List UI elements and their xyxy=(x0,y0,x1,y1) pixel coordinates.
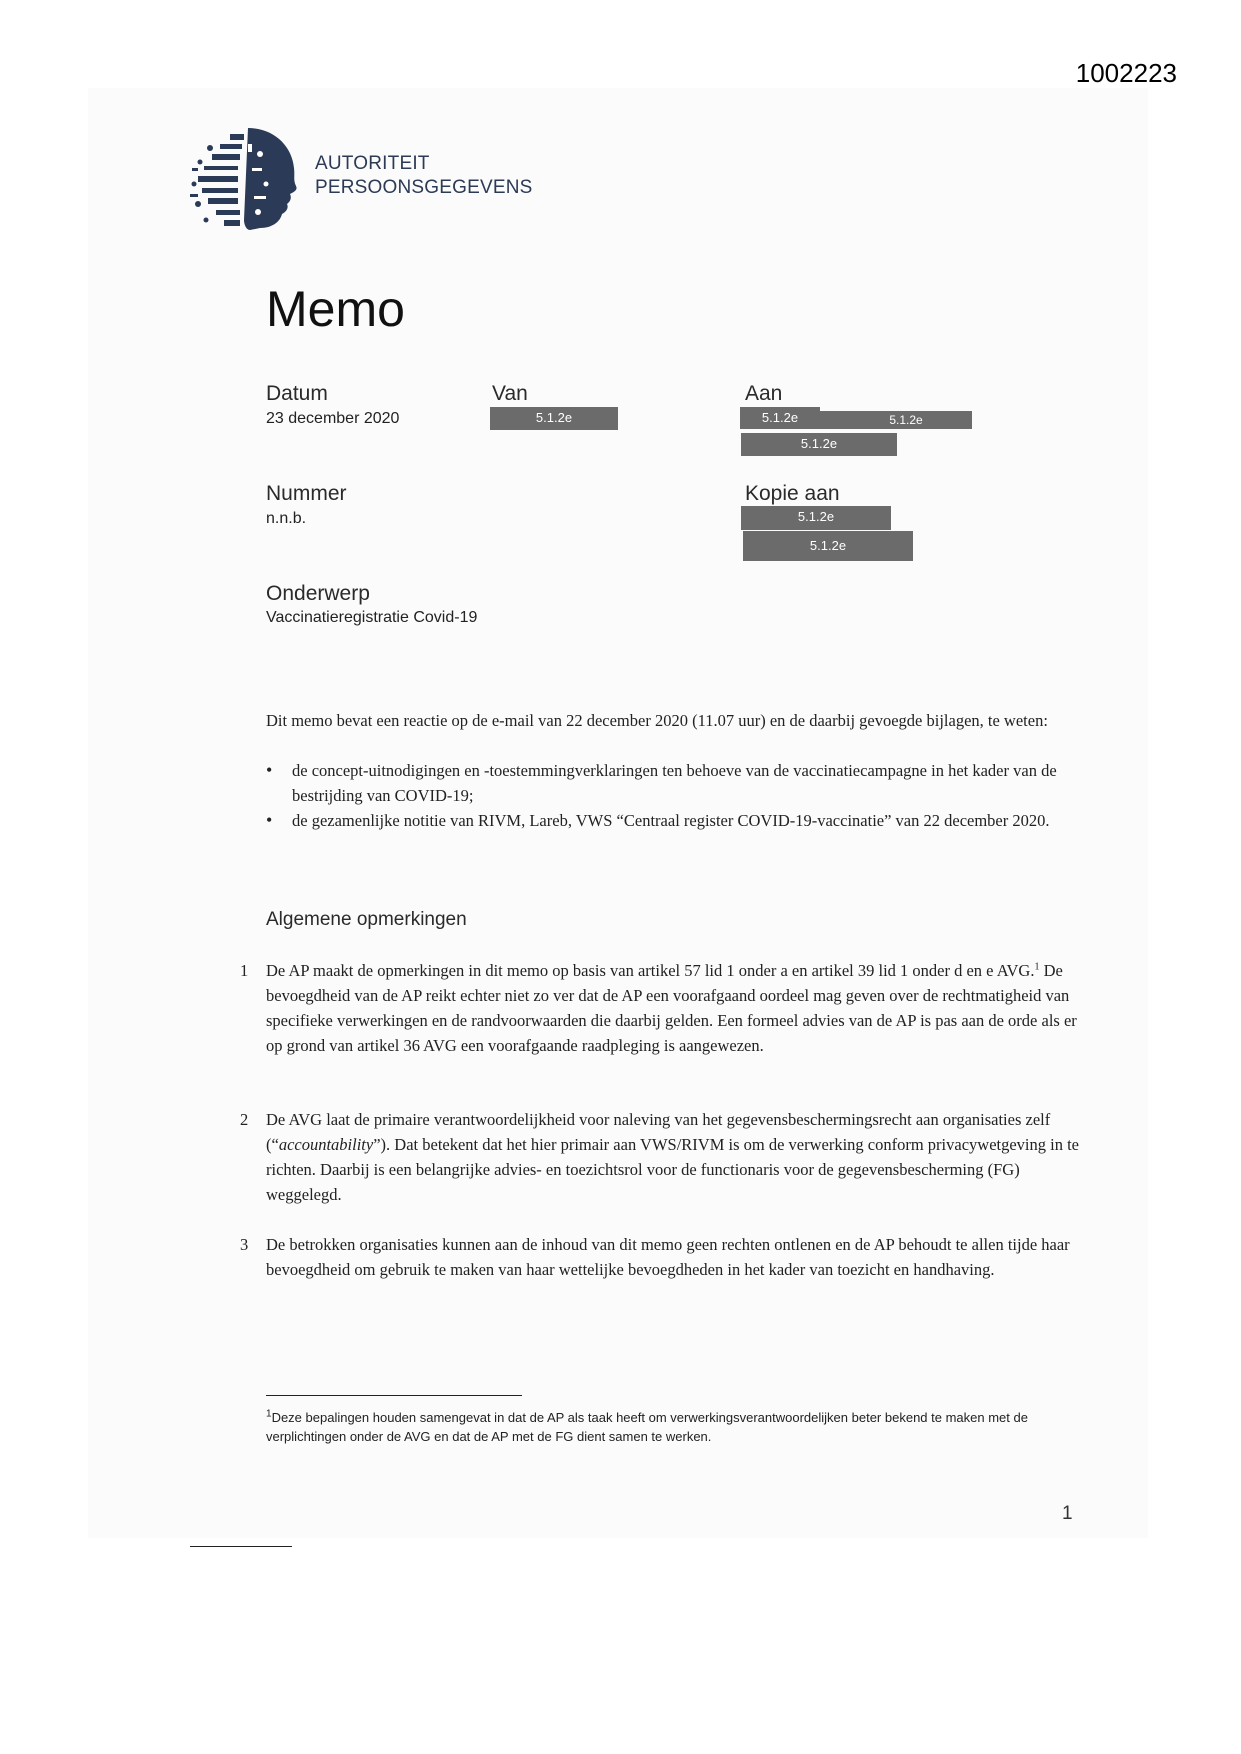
logo-line-1: AUTORITEIT xyxy=(315,153,430,174)
redaction-van: 5.1.2e xyxy=(490,407,618,430)
footnote xyxy=(266,1408,1066,1446)
intro-paragraph: Dit memo bevat een reactie op de e-mail van 22 december 2020 (11.07 uur) en de daarbij gevoegde bijlagen, te weten: xyxy=(266,711,1048,730)
nummer-value: n.n.b. xyxy=(266,510,307,527)
kopie-label: Kopie aan xyxy=(745,482,840,505)
datum-value: 23 december 2020 xyxy=(266,410,400,427)
document-number: 1002223 xyxy=(1075,58,1177,88)
footnote-text: Deze bepalingen houden samengevat in dat de AP als taak heeft om verwerkingsverantwoordelijken beter bekend te maken met de verplichtingen onder de AVG en dat de AP met de FG dient samen te werken. xyxy=(266,1410,1028,1444)
redaction-kopie-1: 5.1.2e xyxy=(741,506,891,530)
paragraph-2 xyxy=(266,1107,1081,1207)
redaction-kopie-2: 5.1.2e xyxy=(743,531,913,561)
aan-label: Aan xyxy=(745,382,783,405)
footnote-number: 1 xyxy=(266,1408,272,1420)
paragraph-3: De betrokken organisaties kunnen aan de inhoud van dit memo geen rechten ontlenen en de AP behoudt te allen tijde haar bevoegdheid om gebruik te maken van haar wettelijke bevoegdheden in het kader van toezicht en handhaving. xyxy=(266,1235,1070,1279)
paragraph-1-text-a: De AP maakt de opmerkingen in dit memo op basis van artikel 57 lid 1 onder a en artikel 39 lid 1 onder d en e AVG. xyxy=(266,961,1035,980)
datum-label: Datum xyxy=(266,382,328,405)
footnote-divider xyxy=(266,1395,522,1396)
logo-line-2: PERSOONSGEGEVENS xyxy=(315,177,533,198)
van-label: Van xyxy=(492,382,528,405)
logo-wordmark xyxy=(315,152,533,200)
onderwerp-value: Vaccinatieregistratie Covid-19 xyxy=(266,609,478,626)
paragraph-1-text-b: De bevoegdheid van de AP reikt echter niet zo ver dat de AP een voorafgaand oordeel mag geven over de rechtmatigheid van specifieke verwerkingen en de randvoorwaarden die daarbij gelden. Een formeel advies van de AP is pas aan de orde als er op grond van artikel 36 AVG een voorafgaande raadpleging is aangewezen. xyxy=(266,961,1077,1055)
paragraph-number: 1 xyxy=(240,961,249,980)
nummer-label: Nummer xyxy=(266,482,347,505)
bottom-divider xyxy=(190,1546,292,1547)
paragraph-2-text-b: ”). Dat betekent dat het hier primair aan VWS/RIVM is om de verwerking conform privacywetgeving in te richten. Daarbij is een belangrijke advies- en toezichtsrol voor de functionaris voor de gegevensbescherming (FG) weggelegd. xyxy=(266,1135,1080,1204)
paragraph-2-text-a: De AVG laat de primaire verantwoordelijkheid voor naleving van het gegevensbeschermingsrecht aan organisaties zelf (“ xyxy=(266,1110,1051,1154)
redaction-aan-2: 5.1.2e xyxy=(820,411,972,429)
attachments-list xyxy=(266,758,1081,833)
page-number: 1 xyxy=(1062,1503,1073,1524)
section-heading: Algemene opmerkingen xyxy=(266,909,467,930)
ap-logo-icon xyxy=(190,124,300,232)
page-title: Memo xyxy=(266,281,405,337)
redaction-aan-1: 5.1.2e xyxy=(740,407,820,429)
onderwerp-label: Onderwerp xyxy=(266,582,370,605)
footnote-ref: 1 xyxy=(1034,961,1040,973)
paragraph-1 xyxy=(266,958,1081,1058)
paragraph-number: 2 xyxy=(240,1110,249,1129)
paragraph-2-emphasis: accountability xyxy=(278,1135,374,1154)
paragraph-number: 3 xyxy=(240,1235,249,1254)
redaction-aan-3: 5.1.2e xyxy=(741,433,897,456)
list-item: • de gezamenlijke notitie van RIVM, Lareb, VWS “Centraal register COVID-19-vaccinatie” van 22 december 2020. xyxy=(266,808,1081,833)
list-item: • de concept-uitnodigingen en -toestemmingverklaringen ten behoeve van de vaccinatiecampagne in het kader van de bestrijding van COVID-19; xyxy=(266,758,1081,808)
